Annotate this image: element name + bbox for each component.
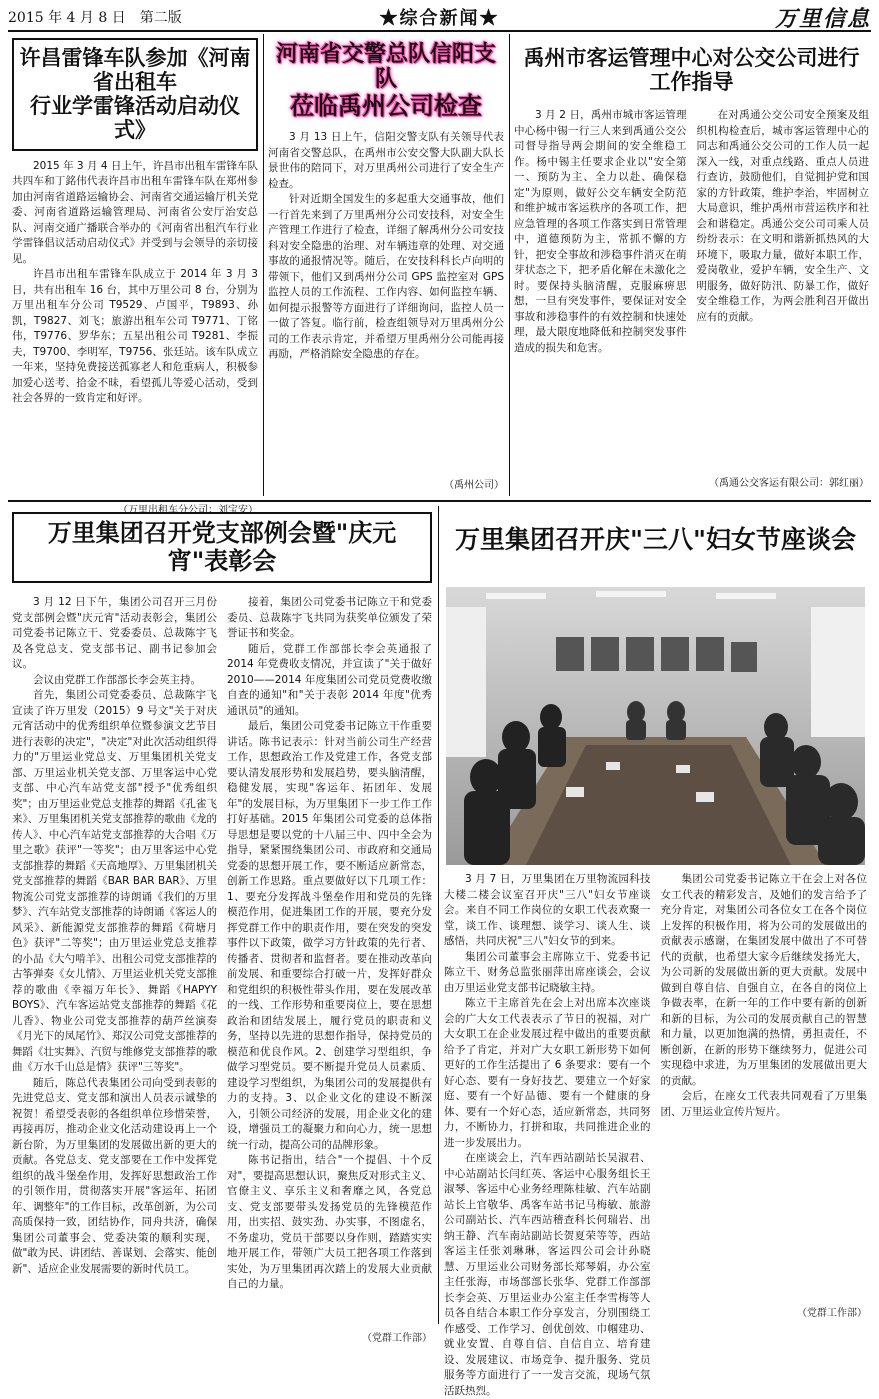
article-credit: （党群工作部） <box>362 1333 432 1345</box>
headline-line: 河南省交警总队信阳支队 <box>275 42 496 93</box>
paragraph: 许昌市出租车雷锋车队成立于 2014 年 3 月 3 日，共有出租车 16 台，其中万里公司 8 台，分别为万里出租车分公司 T9529、卢国平，T9893、孙凯，T9827、刘飞；旅游出租车公司 T9771、丁铭伟，T9776、罗华东；五星出租公司 T9281、李振夫，T9700、李明军，T9756、张廷站。该车队成立一年来，坚持免费接送孤寡老人和危重病人，积极参加爱心送考、拾金不昧，看望孤儿等爱心活动，受到社会各界的一致肯定和好评。 <box>12 268 258 405</box>
paragraph: 2015 年 3 月 4 日上午，许昌市出租车雷锋车队共四车和丁銘伟代表许昌市出租车雷锋车队在郑州参加由河南省道路运输协会、河南省交通运输厅机关党委、河南省道路运输管理局、河南省公安厅治安总队、河南交通广播联合举办的《河南省出租汽车行业学雷锋倡议活动启动仪式》并受到与会领导的亲切接见。 <box>12 159 258 265</box>
article-body <box>227 595 432 1325</box>
article-columns <box>444 872 867 1397</box>
paragraph: 3 月 13 日上午，信阳交警支队有关领导代表河南省交警总队，在禹州市公安交警大队副大队长景世伟的陪同下，对万里禹州公司进行了安全生产检查。 <box>268 131 504 190</box>
headline-line: 行业学雷锋活动启动仪式》 <box>30 94 240 143</box>
article-credit: （禹州公司） <box>444 480 504 492</box>
article-columns <box>514 108 869 470</box>
article-body <box>12 159 258 497</box>
article-body <box>12 595 217 1325</box>
headline-line: 莅临禹州公司检查 <box>290 91 482 120</box>
article-body <box>444 872 651 1397</box>
paragraph: 3 月 7 日，万里集团在万里物流园科技大楼二楼会议室召开庆"三八"妇女节座谈会。来自不同工作岗位的女职工代表欢聚一堂，谈工作、谈理想、谈学习、谈人生、谈感悟，共同庆祝"三八"妇女节的到来。 <box>444 873 651 947</box>
article-womens-day-body <box>444 872 867 1397</box>
paragraph: 会议由党群工作部部长李会英主持。 <box>33 673 201 686</box>
issue-date: 2015 年 4 月 8 日 第二版 <box>8 10 182 26</box>
paragraph: 随后，党群工作部部长李会英通报了 2014 年党费收支情况，并宣读了"关于做好 2010——2014 年度集团公司党员党费收缴自查的通知"和"关于表彰 2014 年度"优秀通讯员"的通知。 <box>227 642 432 717</box>
article-body <box>697 108 870 470</box>
paragraph: 在座谈会上，汽车西站副站长吴淑君、中心站副站长闫红英、客运中心服务组长王淑琴、客运中心业务经理陈桂敏、汽车站副站长上官敬华、禹客车站书记马梅敏、旅游公司副站长、汽车西站稽查科长何瑞岩、出纳王静、汽车南站副站长贺夏荣等等，西站客运主任张刘琳琳，客运四公司会计孙晓慧、万里运业公司财务部长郑琴娟，办公室主任张海，市场部部长张华、党群工作部部长李会英、万里运业办公室主任李雪梅等人员各自结合本职工作分享发言，分别围绕工作感受、工作学习、创优创效、巾帼建功、就业安置、自尊自信、自信自立、培育建设、发展建议、市场竞争、提升服务、党员服务等方面进行了一一发言交流，现场气氛活跃热烈。 <box>444 1152 651 1397</box>
column-divider <box>263 34 264 496</box>
article-credit: （万里出租车分公司：刘宝安） <box>118 504 258 516</box>
paragraph: 3 月 12 日下午，集团公司召开三月份党支部例会暨"庆元宵"活动表彰会，集团公司党委书记陈立干、党委委员、总裁陈宇飞及各党总支、党支部书记、副书记参加会议。 <box>12 596 217 671</box>
article-henan-traffic-police <box>268 38 504 496</box>
article-body <box>514 108 687 470</box>
paragraph: 陈立干主席首先在会上对出席本次座谈会的广大女工代表表示了节日的祝福，对广大女职工在企业发展过程中做出的重要贡献给予了肯定，并对广大女职工新形势下如何更好的工作生活提出了 6 条要求：要有一个好心态、要有一身好技艺、要建立一个好家庭、要有一个好品德、要有一个健康的身体、要有一个好心态，适应新常态，共同努力，不断协力，打拼和取，共同推进企业的进一步发展出力。 <box>444 997 651 1149</box>
newspaper-brand: 万里信息 <box>774 5 871 32</box>
meeting-photo <box>446 587 865 865</box>
paragraph: 最后，集团公司党委书记陈立干作重要讲话。陈书记表示：针对当前公司生产经营工作，思想政治工作及党建工作，各党支部要认清发展形势和发展趋势，要头脑清醒，稳健发展，实现"客运年、拓团年、发展年"的发展目标，为万里集团下一步工作工作打好基础。2015 年集团公司党委的总体指导思想是要以党的十八届三中、四中全会为指导，紧紧围绕集团公司、市政府和交通局党委的思想开展工作，要不断适应新常态，创新工作思路。重点要做好以下几项工作：1、要充分发挥战斗堡垒作用和党员的先锋模范作用，促进集团工作的开展，要充分发挥党群工作中的职责作用，要在突发的突发事件以下政策，做学习方针政策的先行者、传播者、贯彻者和监督者。要在推动改革向前发展、和重要综合打破一片，发挥好群众和党组织的积极性带头作用，要在发展改革的一线、工作形势和重要岗位上，要在思想政治和团结发展上，履行党员的职责和义务，坚持以先进的思想作指导，保持党员的模范和优良作风。2、创建学习型组织，争做学习型党员。要不断提升党员人员素质、建设学习型组织，为集团公司的发展提供有力的支持。3、以企业文化的建设不断深入，引领公司经济的发展，用企业文化的建设，增强员工的凝聚力和向心力，统一思想统一行动，提高公司的品牌形象。 <box>227 720 432 1151</box>
article-womens-day-header <box>444 512 867 586</box>
paragraph: 针对近期全国发生的多起重大交通事故，他们一行首先来到了万里禹州分公司安技科，对安全生产管理工作进行了检查，详细了解禹州分公司安技科对安全隐患的治理、对车辆违章的处理、对交通事故的通报情况等。随后，在安技科科长卢向明的带领下，他们又到禹州分公司 GPS 监控室对 GPS 监控人员的工作流程、工作内容、如何监控车辆、如何提示报警等方面进行了详细询问，监控人员一一做了答复。临行前，检查组领导对万里禹州分公司的工作表示肯定，并希望万里禹州分公司能再接再励，严格消除安全隐患的存在。 <box>268 193 504 361</box>
article-credit: （禹通公交客运有限公司：郭红丽） <box>709 478 869 490</box>
paragraph: 首先，集团公司党委委员、总裁陈宇飞宣读了许万里发（2015）9 号文"关于对庆元宵活动中的优秀组织单位暨参演文艺节目进行表彰的决定"，"决定"对此次活动组织得力的"万里运业党总支、万里集团机关党支部、万里运业机关党支部、万里客运中心党支部、中心汽车站党支部"授予"优秀组织奖"；由万里运业党总支推荐的舞蹈《孔雀飞来》、万里集团机关党支部推荐的歌曲《龙的传人》、中心汽车站党支部推荐的大合唱《万里之歌》获评"一等奖"；由万里客运中心党支部推荐的舞蹈《天高地厚》、万里集团机关党支部推荐的舞蹈《BAR BAR BAR》、万里物流公司党支部推荐的诗朗诵《我们的万里梦》、汽车站党支部推荐的诗朗诵《客运人的风采》、新能源党支部推荐的舞蹈《荷塘月色》获评"二等奖"；由万里运业党总支推荐的小品《大勺啃羊》、出租公司党支部推荐的古筝弹奏《女儿情》、万里运业机关党支部推荐的歌曲《幸福万年长》、舞蹈《HAPYY BOYS》、汽车客运站党支部推荐的舞蹈《花儿香》、物业公司党支部推荐的葫芦丝演奏《月光下的凤尾竹》、郑汉公司党支部推荐的舞蹈《壮实舞》、汽贸与维修党支部推荐的歌曲《万水千山总是情》获评"三等奖"。 <box>12 689 217 1074</box>
column-divider <box>509 34 510 496</box>
article-xuchang-leifeng <box>12 38 258 516</box>
paragraph: 在对禹通公交公司安全预案及组织机构检查后，城市客运管理中心的同志和禹通公交公司的工作人员一起深入一线，对重点线路、重点人员进行查访，鼓励他们，自觉拥护党和国家的方针政策，维护李治，牢固树立大局意识，维护禹州市营运秩序和社会和谐稳定。禹通公交公司司乘人员纷纷表示：在文明和谐新抓热风的大环境下，吸取力量，做好本职工作，爱岗敬业，爱护车辆，安全生产、文明服务，做好防汛、防暴工作，做好安全维稳工作，为两会胜利召开做出应有的贡献。 <box>696 109 869 323</box>
paragraph: 随后，陈总代表集团公司向受到表彰的先进党总支、党支部和演出人员表示诚挚的祝贺！希望受表彰的各组织单位珍惜荣誉，再接再厉，推动企业文化活动建设再上一个新台阶，为万里集团的发展做出新的更大的贡献。各党总支、党支部要在工作中发挥党组织的战斗堡垒作用，发挥好思想政治工作的引领作用，贯彻落实开展"客运年、拓团年、调整年"的工作目标，改革创新，为公司高质保持一致，团结协作，同舟共济，确保集团公司董事会、党委决策的顺利实现，做"敢为民、讲团结、善谋划、会落实、能创新"、适应企业发展需要的新时代员工。 <box>12 1076 217 1275</box>
paragraph: 集团公司党委书记陈立干在会上对各位女工代表的精彩发言，及她们的发言给予了充分肯定，对集团公司各位女工在各个岗位上发挥的积极作用，将为公司的发展做出的贡献表示感谢，在集团发展中做出了不可替代的贡献，也希望大家今后继续发扬光大，为公司新的发展做出新的更大贡献。发展中做到自尊自信、自强自立，在各自的岗位上争做表率，在新一年的工作中要有新的创新和新的目标，为公司的发展贡献自己的智慧和力量，以更加饱满的热情，勇担责任，不断创新，在新的形势下继续努力，促进公司实现稳中求进，为万里集团的发展做出更大的贡献。 <box>660 873 867 1087</box>
paragraph: 集团公司董事会主席陈立干、党委书记陈立干、财务总监张丽萍出席座谈会，会议由万里运业党支部书记晓敏主持。 <box>444 950 651 994</box>
article-body <box>268 130 504 472</box>
paragraph: 会后，在座女工代表共同观看了万里集团、万里运业宣传片短片。 <box>660 1090 867 1118</box>
paragraph: 3 月 2 日，禹州市城市客运管理中心杨中锡一行三人来到禹通公交公司督导指导两会期间的安全维稳工作。杨中锡主任要求企业以"安全第一、预防为主、全力以赴、确保稳定"为原则，做好公交车辆安全防范和维护城市客运秩序的各项工作，把应急管理的各项工作落实到日常管理中，道德预防为主，常抓不懈的方针，把安全事故和涉稳事件消灭在萌芽状态之下，把矛盾化解在未激化之时。要保持头脑清醒，克服麻痹思想，一旦有突发事件，要保证对安全事故和涉稳事件的有效控制和快速处理，最大限度地降低和控制突发事件造成的损失和危害。 <box>514 109 687 354</box>
article-headline: 万里集团召开庆"三八"妇女节座谈会 <box>454 525 857 554</box>
article-headline <box>268 42 504 120</box>
article-headline <box>12 38 258 151</box>
article-columns <box>12 595 432 1325</box>
masthead <box>8 4 871 32</box>
section-title: ★综合新闻★ <box>379 8 500 29</box>
article-headline: 禹州市客运管理中心对公交公司进行工作指导 <box>523 46 860 95</box>
paragraph: 接着，集团公司党委书记陈立干和党委委员、总裁陈宇飞共同为获奖单位颁发了荣誉证书和奖金。 <box>227 596 432 640</box>
article-body <box>661 872 868 1300</box>
article-party-branch-meeting <box>12 512 432 1345</box>
column-divider <box>438 506 439 1324</box>
paragraph: 陈书记指出，结合"一个提倡、十个反对"，要提高思想认识，聚焦反对形式主义、官僚主义、享乐主义和奢靡之风，各党总支、党支部要带头发扬党员的先锋模范作用，出实招、鼓实劲、办实事，不图虚名，不务虚功，党员干部要以身作则，踏踏实实地开展工作，带领广大员工把各项工作落到实处，为万里集团再次踏上的发展大业贡献自己的力量。 <box>227 1154 432 1291</box>
article-headline: 万里集团召开党支部例会暨"庆元宵"表彰会 <box>12 512 432 583</box>
meeting-photo-image <box>446 587 865 865</box>
headline-line: 许昌雷锋车队参加《河南省出租车 <box>19 46 251 95</box>
article-credit: （党群工作部） <box>797 1308 867 1319</box>
article-yuzhou-transport <box>514 38 869 496</box>
